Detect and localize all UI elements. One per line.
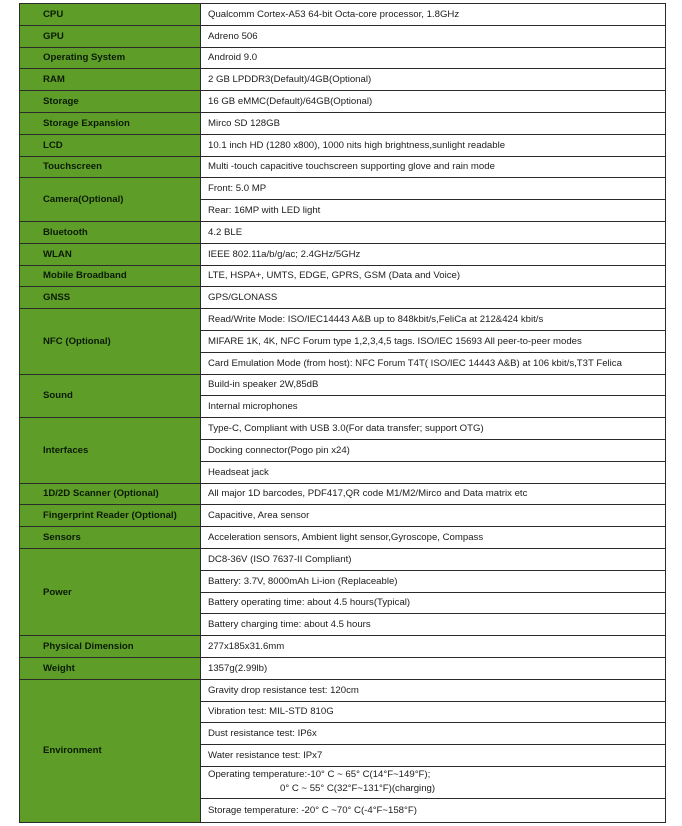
spec-row	[20, 265, 666, 287]
spec-row	[20, 483, 666, 505]
spec-label: Sensors	[20, 527, 201, 549]
spec-value: Multi -touch capacitive touchscreen supporting glove and rain mode	[201, 156, 666, 178]
spec-value: Mirco SD 128GB	[201, 112, 666, 134]
spec-row	[20, 156, 666, 178]
spec-row	[20, 679, 666, 701]
spec-value: Battery operating time: about 4.5 hours(Typical)	[201, 592, 666, 614]
spec-label: CPU	[20, 4, 201, 26]
spec-value: LTE, HSPA+, UMTS, EDGE, GPRS, GSM (Data and Voice)	[201, 265, 666, 287]
spec-row	[20, 4, 666, 26]
operating-temperature-value	[201, 766, 666, 798]
spec-row	[20, 287, 666, 309]
spec-label: Fingerprint Reader (Optional)	[20, 505, 201, 527]
spec-value: Card Emulation Mode (from host): NFC Forum T4T( ISO/IEC 14443 A&B) at 106 kbit/s,T3T Felica	[201, 352, 666, 374]
spec-value: GPS/GLONASS	[201, 287, 666, 309]
spec-row	[20, 47, 666, 69]
spec-value: Rear: 16MP with LED light	[201, 200, 666, 222]
spec-value: Type-C, Compliant with USB 3.0(For data transfer; support OTG)	[201, 418, 666, 440]
spec-value: Battery charging time: about 4.5 hours	[201, 614, 666, 636]
spec-value: 4.2 BLE	[201, 221, 666, 243]
spec-row	[20, 221, 666, 243]
spec-value: Front: 5.0 MP	[201, 178, 666, 200]
spec-row	[20, 548, 666, 570]
spec-value: Dust resistance test: IP6x	[201, 723, 666, 745]
spec-label: GPU	[20, 25, 201, 47]
spec-value: 1357g(2.99lb)	[201, 657, 666, 679]
storage-temperature-value: Storage temperature: -20° C ~70° C(-4°F~158°F)	[201, 798, 666, 822]
spec-label: Environment	[20, 679, 201, 822]
spec-row	[20, 178, 666, 200]
spec-value: All major 1D barcodes, PDF417,QR code M1/M2/Mirco and Data matrix etc	[201, 483, 666, 505]
spec-value: Gravity drop resistance test: 120cm	[201, 679, 666, 701]
spec-row	[20, 505, 666, 527]
spec-label: Weight	[20, 657, 201, 679]
spec-label: Interfaces	[20, 418, 201, 483]
spec-value: Docking connector(Pogo pin x24)	[201, 439, 666, 461]
spec-value: Capacitive, Area sensor	[201, 505, 666, 527]
spec-table	[19, 3, 666, 823]
spec-value: DC8-36V (ISO 7637-II Compliant)	[201, 548, 666, 570]
operating-temperature-line: Operating temperature:-10° C ~ 65° C(14°F~149°F);	[208, 769, 431, 781]
spec-label: Storage	[20, 91, 201, 113]
spec-value: Read/Write Mode: ISO/IEC14443 A&B up to 848kbit/s,FeliCa at 212&424 kbit/s	[201, 309, 666, 331]
spec-row	[20, 374, 666, 396]
spec-value: 16 GB eMMC(Default)/64GB(Optional)	[201, 91, 666, 113]
spec-value: 2 GB LPDDR3(Default)/4GB(Optional)	[201, 69, 666, 91]
spec-row	[20, 134, 666, 156]
spec-row	[20, 69, 666, 91]
spec-label: Power	[20, 548, 201, 635]
spec-row	[20, 657, 666, 679]
spec-row	[20, 112, 666, 134]
spec-value: Android 9.0	[201, 47, 666, 69]
spec-value: Adreno 506	[201, 25, 666, 47]
spec-label: Storage Expansion	[20, 112, 201, 134]
spec-value: Headseat jack	[201, 461, 666, 483]
spec-row	[20, 636, 666, 658]
spec-value: Battery: 3.7V, 8000mAh Li-ion (Replaceable)	[201, 570, 666, 592]
spec-label: NFC (Optional)	[20, 309, 201, 374]
spec-label: Bluetooth	[20, 221, 201, 243]
spec-label: Camera(Optional)	[20, 178, 201, 222]
spec-row	[20, 418, 666, 440]
spec-row	[20, 309, 666, 331]
spec-value: Vibration test: MIL-STD 810G	[201, 701, 666, 723]
spec-value: Internal microphones	[201, 396, 666, 418]
spec-value: 10.1 inch HD (1280 x800), 1000 nits high brightness,sunlight readable	[201, 134, 666, 156]
spec-row	[20, 25, 666, 47]
spec-value: Qualcomm Cortex-A53 64-bit Octa-core processor, 1.8GHz	[201, 4, 666, 26]
spec-label: Mobile Broadband	[20, 265, 201, 287]
spec-value: Build-in speaker 2W,85dB	[201, 374, 666, 396]
spec-value: MIFARE 1K, 4K, NFC Forum type 1,2,3,4,5 tags. ISO/IEC 15693 All peer-to-peer modes	[201, 330, 666, 352]
spec-value: 277x185x31.6mm	[201, 636, 666, 658]
spec-value: Water resistance test: IPx7	[201, 745, 666, 767]
spec-label: LCD	[20, 134, 201, 156]
spec-label: RAM	[20, 69, 201, 91]
spec-value: Acceleration sensors, Ambient light sensor,Gyroscope, Compass	[201, 527, 666, 549]
spec-row	[20, 243, 666, 265]
spec-label: Physical Dimension	[20, 636, 201, 658]
spec-label: Sound	[20, 374, 201, 418]
charging-temperature-line: 0° C ~ 55° C(32°F~131°F)(charging)	[280, 783, 436, 795]
spec-value: IEEE 802.11a/b/g/ac; 2.4GHz/5GHz	[201, 243, 666, 265]
spec-row	[20, 91, 666, 113]
spec-label: Touchscreen	[20, 156, 201, 178]
spec-label: 1D/2D Scanner (Optional)	[20, 483, 201, 505]
spec-row	[20, 527, 666, 549]
spec-label: WLAN	[20, 243, 201, 265]
spec-label: GNSS	[20, 287, 201, 309]
spec-label: Operating System	[20, 47, 201, 69]
